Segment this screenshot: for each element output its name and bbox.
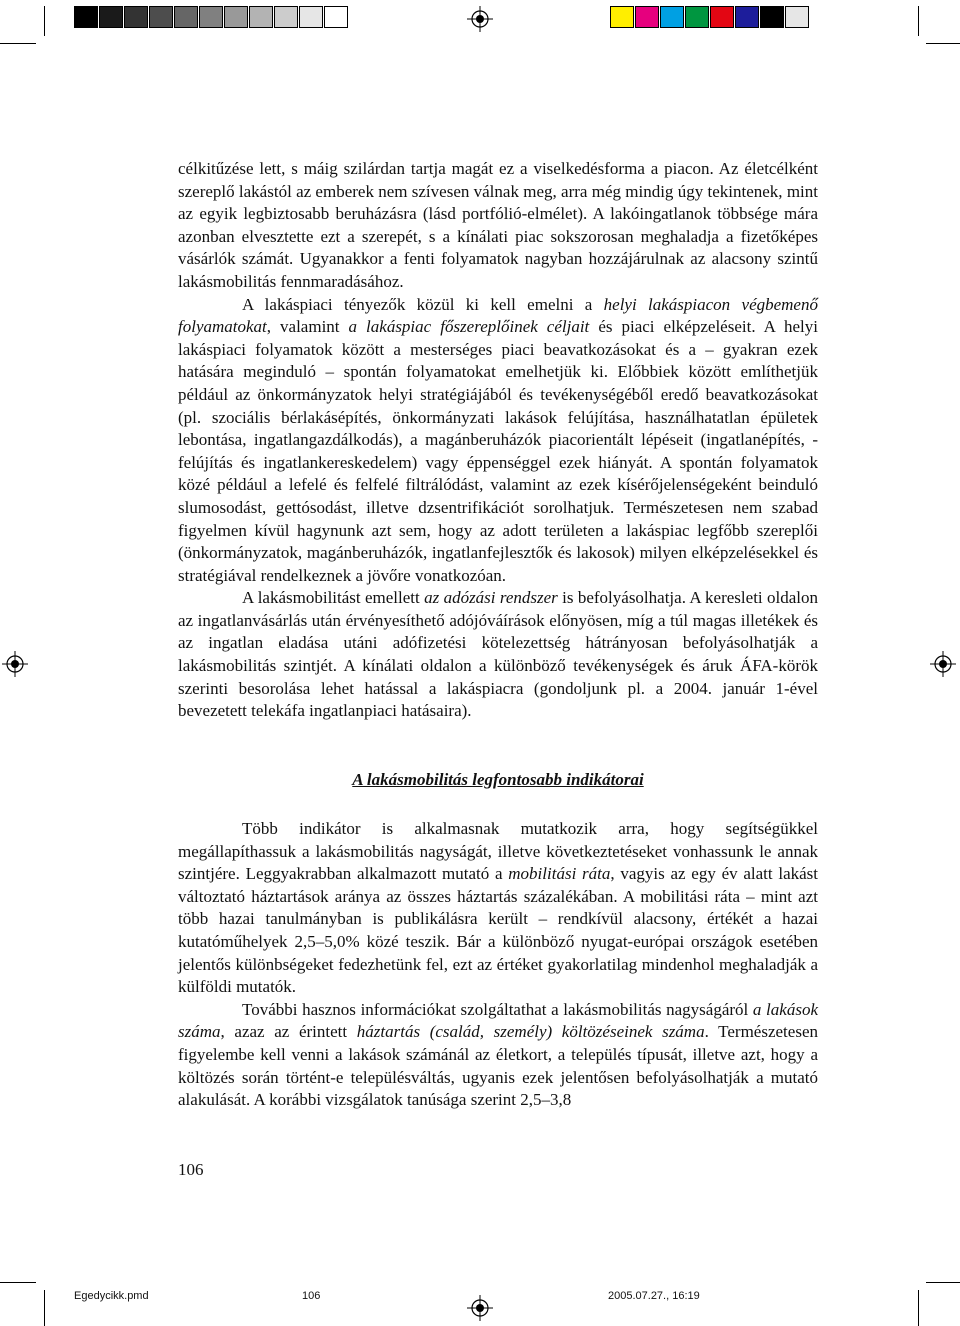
gray-swatch xyxy=(99,6,123,28)
crop-mark xyxy=(0,1282,36,1283)
color-calibration-strip xyxy=(610,6,810,28)
color-swatch xyxy=(735,6,759,28)
paragraph xyxy=(178,999,818,1112)
text-run: , valamint xyxy=(266,317,349,337)
color-swatch xyxy=(660,6,684,28)
color-swatch xyxy=(610,6,634,28)
gray-swatch xyxy=(299,6,323,28)
crop-mark xyxy=(918,6,919,36)
gray-swatch xyxy=(199,6,223,28)
footer-timestamp: 2005.07.27., 16:19 xyxy=(608,1290,700,1302)
gray-swatch xyxy=(224,6,248,28)
footer-filename: Egedycikk.pmd xyxy=(74,1290,149,1302)
text-run: és piaci elképzeléseit. A helyi lakáspiaci folyamatok között a mesterséges piaci beavatkozásokat és a – gyakran ezek hatására meginduló – spontán folyamatokat emelhetjük ki. Előbbiek között említhetjük például az önkormányzatok helyi stratégiájából és tevékenységéből eredő beavatkozásokat (pl. szociális bérlakásépítés, önkormányzati lakások felújítása, használhatatlan épületek lebontása, ingatlangazdálkodás), a magánberuházók piacorientált lépéseit (ingatlanépítés, -felújítás és ingatlankereskedelem) vagy éppenséggel ezek hiányát. A spontán folyamatok közé például a lefelé és felfelé filtrálódást, valamint az ezek kísérőjelenségeként beinduló slumosodást, gettósodást, illetve dzsentrifikációt sorolhatjuk. Természetesen nem szabad figyelmen kívül hagynunk azt sem, hogy az adott területen a lakáspiac legfőbb szereplői (önkormányzatok, magánberuházók, ingatlanfejlesztők és lakosok) milyen elképzelésekkel és stratégiával rendelkeznek a jövőre vonatkozóan. xyxy=(178,317,818,585)
paragraph xyxy=(178,587,818,723)
registration-mark-icon xyxy=(467,1295,493,1321)
registration-mark-icon xyxy=(467,6,493,32)
crop-mark xyxy=(926,1282,960,1283)
color-swatch xyxy=(785,6,809,28)
gray-calibration-strip xyxy=(74,6,349,28)
crop-mark xyxy=(926,43,960,44)
body-text-upper xyxy=(178,158,818,723)
color-swatch xyxy=(635,6,659,28)
italic-term: az adózási rendszer xyxy=(424,588,558,608)
text-run: További hasznos információkat szolgáltathat a lakásmobilitás nagyságáról xyxy=(242,999,753,1019)
gray-swatch xyxy=(174,6,198,28)
footer-page: 106 xyxy=(302,1290,321,1302)
color-swatch xyxy=(760,6,784,28)
gray-swatch xyxy=(249,6,273,28)
text-run: . Természetesen figyelembe kell venni a lakások számánál az életkort, a település típusát, illetve azt, hogy a költözés során történt-e településváltás, ugyanis ezek jelentősen befolyásolhatják a mutató alakulását. A korábbi vizsgálatok tanúsága szerint 2,5–3,8 xyxy=(178,1022,818,1110)
italic-term: háztartás (család, személy) költözéseinek száma xyxy=(356,1022,705,1042)
color-swatch xyxy=(685,6,709,28)
crop-mark xyxy=(44,1290,45,1326)
paragraph xyxy=(178,818,818,999)
section-heading: A lakásmobilitás legfontosabb indikátorai xyxy=(352,770,644,789)
text-run: , azaz az érintett xyxy=(220,1022,357,1042)
registration-mark-icon xyxy=(930,651,956,677)
paragraph: célkitűzése lett, s máig szilárdan tartja magát ez a viselkedésforma a piacon. Az életcélként szereplő lakástól az emberek nem szívesen válnak meg, arra még mindig úgy tekintenek, mint az egyik legbiztosabb beruházásra (lásd portfólió-elmélet). A lakóingatlanok többsége mára azonban elvesztette ezt a szerepét, s a kínálati piac sokszorosan meghaladja a fizetőképes vásárlók számát. Ugyanakkor a fenti folyamatok nagyban hozzájárulnak az alacsony szintű lakásmobilitás fennmaradásához. xyxy=(178,159,818,291)
body-text-lower xyxy=(178,818,818,1112)
gray-swatch xyxy=(274,6,298,28)
italic-term: a lakások száma xyxy=(178,999,818,1042)
italic-term: mobilitási ráta xyxy=(508,864,611,884)
gray-swatch xyxy=(324,6,348,28)
text-run: Több indikátor is alkalmasnak mutatkozik arra, hogy segítségükkel megállapíthassuk a lakásmobilitás nagyságát, illetve következtetéseket vonhassunk le annak szintjére. Leggyakrabban alkalmazott mutató a xyxy=(178,819,818,884)
color-swatch xyxy=(710,6,734,28)
italic-term: a lakáspiac főszereplőinek céljait xyxy=(348,317,590,337)
gray-swatch xyxy=(149,6,173,28)
text-run: is befolyásolhatja. A keresleti oldalon az ingatlanvásárlás után érvényesíthető adójóváírások előnyösen, míg a túl magas illetékek és az ingatlan eladása utáni adófizetési kötelezettség hátrányosan befolyásolhatják a lakásmobilitás szintjét. A kínálati oldalon a különböző tevékenységek és áruk ÁFA-körök szerinti besorolása lehet hatással a lakáspiacra (gondoljunk pl. a 2004. január 1-ével bevezetett telekáfa ingatlanpiaci hatásaira). xyxy=(178,588,818,721)
paragraph xyxy=(178,294,818,588)
text-run: A lakáspiaci tényezők közül ki kell emelni a xyxy=(242,294,604,314)
gray-swatch xyxy=(74,6,98,28)
crop-mark xyxy=(44,6,45,36)
gray-swatch xyxy=(124,6,148,28)
registration-mark-icon xyxy=(2,651,28,677)
italic-term: helyi lakáspiacon végbemenő folyamatokat xyxy=(178,294,818,337)
crop-mark xyxy=(918,1290,919,1326)
text-run: A lakásmobilitást emellett xyxy=(242,588,425,608)
text-run: , vagyis az egy év alatt lakást változtató háztartások aránya az összes háztartás százalékában. A mobilitási ráta – mint azt több hazai tanulmányban is publikálásra került – rendkívül alacsony, értékét a hazai kutatóműhelyek 2,5–5,0% közé teszik. Bár a különböző nyugat-európai országok esetében jelentős különbségeket fedezhetünk fel, ezt az értéket gyakorlatilag mindenhol meghaladják a külföldi mutatók. xyxy=(178,864,818,997)
crop-mark xyxy=(0,43,36,44)
page-number: 106 xyxy=(178,1160,204,1179)
